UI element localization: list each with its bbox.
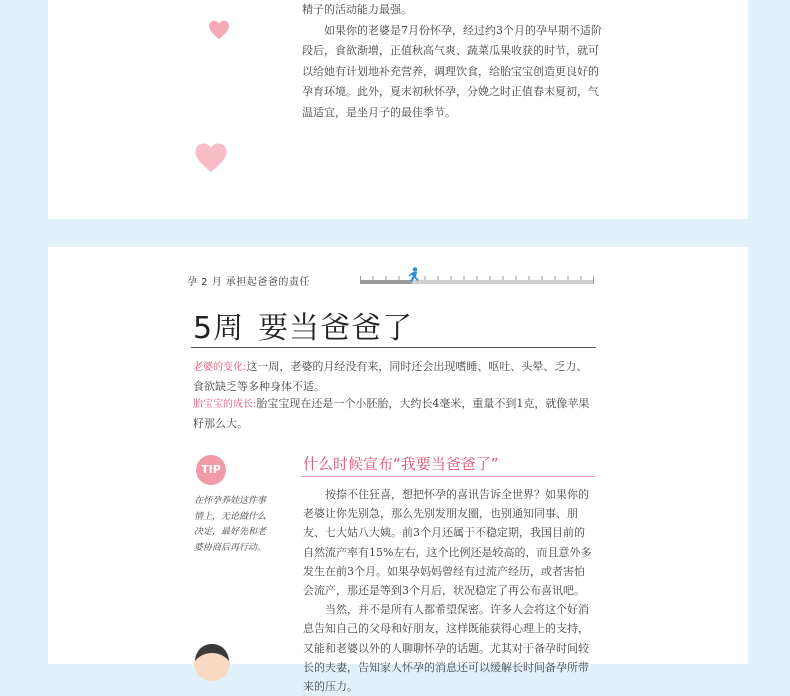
section-body [303,485,595,696]
running-head: 孕 2 月 承担起爸爸的责任 [187,277,310,288]
paragraph: 当然，并不是所有人都希望保密。许多人会将这个好消息告知自己的父母和好朋友，这样既能获得心理上的支持，又能和老婆以外的人聊聊怀孕的话题。尤其对于备孕时间较长的夫妻，告知家人怀孕的消息还可以缓解长时间备孕所带来的压力。 [303,603,589,694]
section-title: 什么时候宣布“我要当爸爸了” [303,455,499,473]
wife-change-text: 这一周，老婆的月经没有来，同时还会出现嗜睡、呕吐、头晕、乏力、食欲缺乏等多种身体不适。 [193,360,588,393]
section-divider [301,476,595,477]
heart-icon [208,20,230,40]
paragraph: 如果你的老婆是7月份怀孕，经过约3个月的孕早期不适阶段后，食欲渐增，正值秋高气爽、蔬菜瓜果收获的时节，就可以给她有计划地补充营养，调理饮食，给胎宝宝创造更良好的孕育环境。此外，夏末初秋怀孕，分娩之时正值春末夏初，气温适宜，是坐月子的最佳季节。 [302,23,602,119]
week-number: 5周 [193,311,245,346]
tip-text: 在怀孕养娃这件事情上，无论做什么决定，最好先和老婆协商后再行动。 [194,496,267,553]
baby-growth-text: 胎宝宝现在还是一个小胚胎，大约长4毫米，重量不到1克，就像苹果籽那么大。 [193,397,590,430]
body-text [302,0,602,123]
baby-growth-label: 胎宝宝的成长: [193,399,257,410]
page-title [193,303,413,347]
page-top [48,0,748,219]
wife-change-label: 老婆的变化: [193,362,247,373]
paragraph: 精子的活动能力最强。 [302,3,412,16]
wife-change-note [193,357,597,396]
page-bottom [48,247,748,694]
heart-icon [194,142,228,174]
baby-growth-note [193,394,597,433]
week-progress-ruler [360,267,594,287]
tip-badge: TIP [196,455,226,485]
runner-icon [409,267,420,282]
week-title-text: 要当爸爸了 [258,311,414,346]
avatar-icon [192,641,232,681]
title-divider [191,347,596,348]
paragraph: 按捺不住狂喜，想把怀孕的喜讯告诉全世界？如果你的老婆让你先别急，那么先别发朋友圈，也别通知同事、朋友、七大姑八大姨。前3个月还属于不稳定期，我国目前的自然流产率有15%左右，这个比例还是较高的，而且意外多发生在前3个月。如果孕妈妈曾经有过流产经历，或者害怕会流产，那还是等到3个月后，状况稳定了再公布喜讯吧。 [303,488,592,598]
